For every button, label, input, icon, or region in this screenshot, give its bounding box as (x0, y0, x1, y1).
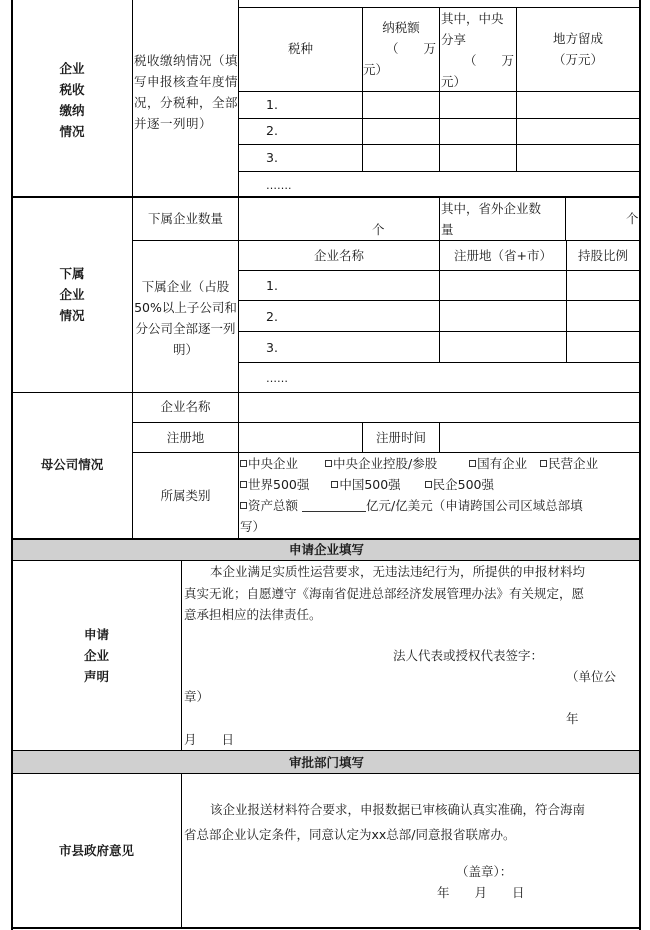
parent-reg-time-label: 注册时间 (375, 430, 426, 445)
subs-list-label: 下属企业（占股50%以上子公司和分公司全部逐一列明） (134, 279, 237, 357)
parent-section-label: 母公司情况 (40, 457, 104, 472)
signature-label: 法人代表或授权代表签字： (393, 648, 544, 663)
tax-row-1: 1. (266, 97, 278, 112)
subs-row-2: 2. (266, 309, 278, 324)
declaration-month-day: 月 日 (184, 732, 235, 747)
tax-row-2: 2. (266, 123, 278, 138)
subs-outside-label: 其中，省外企业数 量 (441, 201, 542, 237)
private500-checkbox[interactable]: 民企500强 (425, 477, 494, 492)
approval-date: 年 月 日 (437, 885, 525, 900)
china500-checkbox[interactable]: 中国500强 (331, 477, 400, 492)
parent-category-label: 所属类别 (160, 488, 211, 503)
subs-row-more: …… (266, 372, 288, 385)
tax-row-3: 3. (266, 150, 278, 165)
approval-seal: （盖章）： (456, 864, 513, 879)
tax-description: 税收缴纳情况（填写申报核查年度情况，分税种，全部并逐一列明） (134, 53, 239, 131)
subs-col-share: 持股比例 (577, 248, 628, 263)
subs-count-unit: 个 (372, 222, 385, 237)
subs-outside-unit: 个 (626, 211, 639, 226)
world500-checkbox[interactable]: 世界500强 (240, 477, 309, 492)
tax-col-type: 税种 (287, 41, 313, 56)
subs-col-name: 企业名称 (313, 248, 364, 263)
category-options: 中央企业 中央企业控股/参股 国有企业 民营企业 世界500强 中国500强 民企500强 资产总额 亿元/亿美元（申请跨国公司区域总部填 写） (240, 456, 599, 534)
declaration-year: 年 (566, 711, 579, 726)
assets-checkbox[interactable]: 资产总额 (240, 498, 298, 513)
seal-label-a: （单位公 (566, 669, 617, 684)
subs-col-reg: 注册地（省+市） (454, 248, 552, 263)
assets-input[interactable] (302, 499, 366, 512)
central-enterprise-checkbox[interactable]: 中央企业 (240, 456, 298, 471)
declaration-text: 本企业满足实质性运营要求，无违法违纪行为，所提供的申报材料均 真实无讹；自愿遵守《海南省促进总部经济发展管理办法》有关规定，愿 意承担相应的法律责任。 (184, 564, 586, 622)
subs-count-label: 下属企业数量 (147, 211, 223, 226)
approval-opinion: 该企业报送材料符合要求，申报数据已审核确认真实准确，符合海南 省总部企业认定条件，同意认定为xx总部/同意报省联席办。 (184, 802, 586, 842)
central-holding-checkbox[interactable]: 中央企业控股/参股 (325, 456, 437, 471)
parent-name-label: 企业名称 (160, 399, 211, 414)
subs-row-1: 1. (266, 278, 278, 293)
tax-section-label: 企业 税收 缴纳 情况 (59, 61, 85, 139)
approval-band-title: 审批部门填写 (288, 755, 364, 770)
applicant-section-label: 申请 企业 声明 (83, 627, 109, 684)
seal-label-b: 章） (184, 689, 210, 704)
tax-col-local: 地方留成 （万元） (552, 31, 603, 67)
subs-section-label: 下属 企业 情况 (59, 266, 85, 323)
state-enterprise-checkbox[interactable]: 国有企业 (469, 456, 527, 471)
tax-col-central: 其中，中央 分享 （ 万 元） (441, 11, 514, 89)
tax-col-amount: 纳税额 （ 万 元） (363, 20, 436, 77)
applicant-band-title: 申请企业填写 (288, 542, 364, 557)
tax-row-more: ……. (266, 179, 292, 192)
parent-reg-label: 注册地 (166, 430, 205, 445)
private-enterprise-checkbox[interactable]: 民营企业 (540, 456, 598, 471)
approval-section-label: 市县政府意见 (58, 843, 134, 858)
subs-row-3: 3. (266, 340, 278, 355)
